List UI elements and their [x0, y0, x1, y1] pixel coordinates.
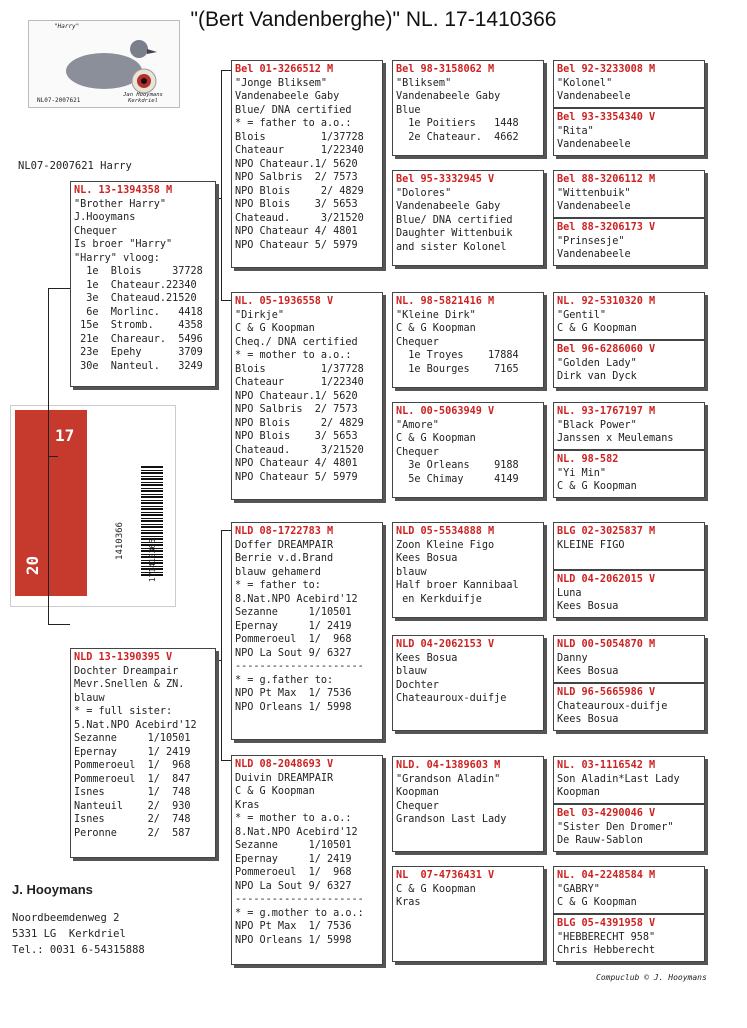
pedigree-line: 5.Nat.NPO Acebird'12: [74, 719, 197, 731]
ring-number: NL. 93-1767197 M: [557, 406, 656, 417]
pigeon-logo: [28, 20, 180, 108]
pedigree-line: Vandenabeele Gaby: [396, 91, 501, 102]
pedigree-line: "Dirkje": [235, 309, 285, 321]
ring-number: NL. 04-2248584 M: [557, 870, 656, 881]
pedigree-line: C & G Koopman: [557, 323, 637, 334]
ring-number: BLG 05-4391958 V: [557, 918, 656, 929]
pedigree-line: Blue: [396, 104, 421, 116]
pedigree-line: "Amore": [396, 419, 439, 431]
great-grandparent-box: [392, 522, 544, 618]
pedigree-line: * = g.mother to a.o.:: [235, 907, 364, 919]
pedigree-line: Danny: [557, 652, 588, 664]
pedigree-line: 21e Chareaur. 5496: [74, 333, 203, 345]
pedigree-line: Vandenabeele Gaby: [396, 201, 501, 212]
pedigree-line: NPO Blois 2/ 4829: [235, 185, 364, 197]
pedigree-line: Isnes 2/ 748: [74, 814, 191, 825]
pedigree-line: Chateauroux-duifje: [557, 700, 668, 712]
pedigree-line: "HEBBERECHT 958": [557, 931, 656, 943]
pedigree-line: Kras: [396, 897, 421, 908]
pedigree-line: 23e Epehy 3709: [74, 347, 203, 358]
pedigree-line: KLEINE FIGO: [557, 539, 625, 551]
grandparent-box: [231, 60, 383, 268]
ring-number: Bel 93-3354340 V: [557, 112, 656, 123]
pedigree-line: blauw: [396, 666, 427, 677]
pedigree-line: "Jonge Bliksem": [235, 77, 328, 89]
pedigree-line: ---------------------: [235, 894, 364, 905]
pedigree-line: Daughter Wittenbuik: [396, 228, 513, 239]
pedigree-line: Vandenabeele Gaby: [235, 91, 340, 102]
ring-number: Bel 96-6286060 V: [557, 344, 656, 355]
ring-number: Bel 03-4290046 V: [557, 808, 656, 819]
pedigree-line: NPO Salbris 2/ 7573: [235, 172, 358, 183]
pedigree-line: "Rita": [557, 125, 594, 137]
pedigree-line: Son Aladin*Last Lady: [557, 773, 680, 785]
grandparent-box: [231, 755, 383, 965]
pedigree-line: C & G Koopman: [235, 786, 315, 797]
pedigree-line: Pommeroeul 1/ 968: [235, 867, 352, 878]
pedigree-line: NPO Salbris 2/ 7573: [235, 404, 358, 415]
great-grandparent-box: [392, 170, 544, 266]
owner-tel: Tel.: 0031 6-54315888: [12, 944, 145, 956]
ancestor-box: [553, 170, 705, 218]
ring-number: NLD 08-2048693 V: [235, 759, 334, 770]
pedigree-line: NPO Blois 3/ 5653: [235, 431, 358, 442]
pedigree-line: * = father to a.o.:: [235, 118, 352, 129]
pedigree-line: 6e Morlinc. 4418: [74, 306, 203, 318]
ring-number: NLD 04-2062015 V: [557, 574, 656, 585]
pedigree-line: NPO Blois 2/ 4829: [235, 417, 364, 429]
pedigree-line: 15e Stromb. 4358: [74, 320, 203, 331]
pedigree-line: Chequer: [396, 800, 439, 812]
pedigree-line: "Black Power": [557, 419, 637, 431]
ring-number: NL. 98-582: [557, 454, 619, 465]
pedigree-line: Epernay 1/ 2419: [74, 746, 191, 758]
ring-number: NLD. 04-1389603 M: [396, 760, 501, 771]
pedigree-line: C & G Koopman: [396, 323, 476, 334]
pedigree-line: 3e Orleans 9188: [396, 460, 519, 471]
pedigree-line: "Kleine Dirk": [396, 309, 476, 321]
pedigree-line: Kees Bosua: [557, 714, 619, 725]
ring-year-a: 20: [23, 555, 43, 576]
pedigree-line: Chateaud. 3/21520: [235, 444, 364, 456]
pedigree-line: * = full sister:: [74, 706, 173, 717]
pedigree-line: 3e Chateaud.21520: [74, 293, 197, 304]
sire-dam-box: [70, 181, 216, 387]
pedigree-line: blauw: [74, 692, 105, 704]
ring-number: Bel 92-3233008 M: [557, 64, 656, 75]
sire-dam-box: [70, 648, 216, 858]
pedigree-line: 5e Chimay 4149: [396, 473, 519, 485]
ancestor-box: [553, 292, 705, 340]
pedigree-line: Koopman: [396, 787, 439, 798]
pedigree-line: Chateaur 1/22340: [235, 145, 364, 156]
pedigree-line: C & G Koopman: [396, 883, 476, 895]
pedigree-line: Cheq./ DNA certified: [235, 336, 358, 348]
pedigree-line: * = mother to a.o.:: [235, 813, 352, 824]
pedigree-line: C & G Koopman: [557, 481, 637, 492]
pedigree-line: Dirk van Dyck: [557, 371, 637, 382]
ring-number: NLD 00-5054870 M: [557, 639, 656, 650]
ring-number: 1410366: [114, 522, 125, 560]
owner-name: J. Hooymans: [12, 882, 93, 897]
pedigree-line: Kees Bosua: [557, 601, 619, 612]
pedigree-line: NPO Blois 3/ 5653: [235, 199, 358, 210]
page-title: "(Bert Vandenberghe)" NL. 17-1410366: [190, 8, 557, 31]
great-grandparent-box: [392, 292, 544, 388]
ring-number: NL. 92-5310320 M: [557, 296, 656, 307]
pedigree-line: Dochter: [396, 679, 439, 691]
pedigree-line: Kees Bosua: [396, 652, 458, 664]
pedigree-line: Blue/ DNA certified: [396, 214, 513, 226]
ring-number: NL. 00-5063949 V: [396, 406, 495, 417]
ring-number: NL. 13-1394358 M: [74, 185, 173, 196]
pedigree-line: Kees Bosua: [557, 666, 619, 677]
great-grandparent-box: [392, 866, 544, 962]
pedigree-line: en Kerkduifje: [396, 593, 482, 605]
pedigree-line: Pommeroeul 1/ 847: [74, 773, 191, 785]
pedigree-line: Dochter Dreampair: [74, 665, 179, 677]
pedigree-line: 8.Nat.NPO Acebird'12: [235, 826, 358, 838]
ancestor-box: [553, 522, 705, 570]
pedigree-line: Sezanne 1/10501: [74, 733, 191, 744]
pedigree-line: NPO Chateaur.1/ 5620: [235, 158, 358, 170]
grandparent-box: [231, 522, 383, 740]
pedigree-line: NPO La Sout 9/ 6327: [235, 880, 352, 892]
pedigree-line: Chateaur 1/22340: [235, 377, 364, 388]
pedigree-line: Chris Hebberecht: [557, 945, 656, 956]
pedigree-line: "GABRY": [557, 883, 600, 895]
logo-ring: NL07-2007621: [37, 97, 81, 104]
pedigree-line: Is broer "Harry": [74, 239, 173, 250]
pedigree-line: De Rauw-Sablon: [557, 835, 643, 846]
pedigree-line: Vandenabeele: [557, 201, 631, 212]
ring-number: NL. 98-5821416 M: [396, 296, 495, 307]
pedigree-line: ---------------------: [235, 661, 364, 672]
logo-name: "Harry": [54, 23, 80, 30]
pedigree-line: Mevr.Snellen & ZN.: [74, 679, 185, 690]
pedigree-line: Sezanne 1/10501: [235, 607, 352, 618]
pedigree-line: 1e Chateaur.22340: [74, 279, 197, 291]
barcode-number: 171410366: [148, 538, 158, 583]
pedigree-line: Blue/ DNA certified: [235, 104, 352, 116]
subject-label: NL07-2007621 Harry: [18, 160, 132, 172]
pedigree-line: Kees Bosua: [396, 553, 458, 564]
pedigree-line: NPO Orleans 1/ 5998: [235, 934, 352, 946]
ring-number: NLD 05-5534888 M: [396, 526, 495, 537]
great-grandparent-box: [392, 60, 544, 156]
ancestor-box: [553, 635, 705, 683]
pedigree-line: Pommeroeul 1/ 968: [74, 760, 191, 771]
pedigree-line: Isnes 1/ 748: [74, 787, 191, 798]
pedigree-line: Chequer: [74, 225, 117, 237]
pedigree-line: NPO Chateaur.1/ 5620: [235, 390, 358, 402]
pedigree-line: Chateauroux-duifje: [396, 693, 507, 704]
ancestor-box: [553, 218, 705, 266]
ring-number: NLD 08-1722783 M: [235, 526, 334, 537]
pedigree-line: "Brother Harry": [74, 198, 167, 210]
pedigree-line: Vandenabeele: [557, 249, 631, 260]
pedigree-line: Chequer: [396, 446, 439, 458]
ancestor-box: [553, 570, 705, 618]
pedigree-line: Luna: [557, 587, 582, 599]
pedigree-line: Chequer: [396, 336, 439, 348]
ancestor-box: [553, 340, 705, 388]
ring-number: Bel 88-3206112 M: [557, 174, 656, 185]
pedigree-line: "Yi Min": [557, 467, 607, 479]
pedigree-line: Peronne 2/ 587: [74, 827, 191, 839]
pedigree-line: NPO Chateaur 4/ 4801: [235, 226, 358, 237]
ancestor-box: [553, 450, 705, 498]
ancestor-box: [553, 683, 705, 731]
ring-number: Bel 01-3266512 M: [235, 64, 334, 75]
grandparent-box: [231, 292, 383, 500]
pedigree-line: Epernay 1/ 2419: [235, 853, 352, 865]
pedigree-line: Chateaud. 3/21520: [235, 212, 364, 224]
pedigree-line: "Harry" vloog:: [74, 252, 160, 264]
pedigree-line: C & G Koopman: [557, 897, 637, 908]
logo-owner: Jan Hooymans Kerkdriel: [123, 92, 163, 104]
pedigree-line: NPO Orleans 1/ 5998: [235, 701, 352, 713]
pedigree-line: 1e Bourges 7165: [396, 363, 519, 375]
ancestor-box: [553, 60, 705, 108]
great-grandparent-box: [392, 635, 544, 731]
pedigree-line: "Golden Lady": [557, 357, 637, 369]
pedigree-line: "Wittenbuik": [557, 187, 631, 199]
pedigree-line: NPO La Sout 9/ 6327: [235, 647, 352, 659]
pedigree-line: * = father to:: [235, 580, 321, 591]
footer-credit: Compuclub © J. Hooymans: [596, 973, 707, 982]
ancestor-box: [553, 804, 705, 852]
pedigree-line: "Bliksem": [396, 77, 452, 89]
pedigree-line: NPO Chateaur 5/ 5979: [235, 471, 358, 483]
pedigree-line: Nanteuil 2/ 930: [74, 800, 191, 812]
pedigree-line: Duivin DREAMPAIR: [235, 772, 334, 784]
ring-number: Bel 95-3332945 V: [396, 174, 495, 185]
pedigree-line: Janssen x Meulemans: [557, 433, 674, 444]
pedigree-line: and sister Kolonel: [396, 241, 507, 253]
pedigree-line: "Dolores": [396, 187, 452, 199]
pedigree-line: "Prinsesje": [557, 235, 625, 247]
pedigree-line: J.Hooymans: [74, 212, 136, 223]
pedigree-line: C & G Koopman: [396, 433, 476, 444]
great-grandparent-box: [392, 756, 544, 852]
pedigree-line: blauw gehamerd: [235, 566, 321, 578]
pedigree-line: "Gentil": [557, 309, 607, 321]
ring-year-b: 17: [55, 426, 75, 445]
pedigree-line: Kras: [235, 799, 260, 811]
pedigree-line: Pommeroeul 1/ 968: [235, 634, 352, 645]
pedigree-line: Doffer DREAMPAIR: [235, 539, 334, 551]
ancestor-box: [553, 756, 705, 804]
pedigree-line: 2e Chateaur. 4662: [396, 131, 519, 143]
pedigree-line: 1e Blois 37728: [74, 266, 203, 277]
pedigree-line: Vandenabeele: [557, 91, 631, 102]
ring-card: [10, 405, 176, 607]
pedigree-line: Blois 1/37728: [235, 363, 364, 375]
ring-title: EIGENDOMSBEWIJS v/d RING: [76, 465, 86, 596]
pedigree-line: NPO Pt Max 1/ 7536: [235, 921, 352, 932]
pedigree-line: "Sister Den Dromer": [557, 821, 674, 833]
owner-city: 5331 LG Kerkdriel: [12, 928, 126, 940]
ring-number: Bel 98-3158062 M: [396, 64, 495, 75]
ring-number: NL 07-4736431 V: [396, 870, 495, 881]
pedigree-line: Sezanne 1/10501: [235, 840, 352, 851]
ring-number: BLG 02-3025837 M: [557, 526, 656, 537]
pedigree-line: NPO Chateaur 5/ 5979: [235, 239, 358, 251]
ring-number: NL. 05-1936558 V: [235, 296, 334, 307]
pedigree-line: Zoon Kleine Figo: [396, 539, 495, 551]
pedigree-line: Koopman: [557, 787, 600, 798]
pedigree-line: "Grandson Aladin": [396, 773, 501, 785]
pedigree-line: Epernay 1/ 2419: [235, 620, 352, 632]
pedigree-line: NPO Chateaur 4/ 4801: [235, 458, 358, 469]
ring-number: NLD 96-5665986 V: [557, 687, 656, 698]
pedigree-line: * = g.father to:: [235, 674, 334, 686]
pedigree-line: NPO Pt Max 1/ 7536: [235, 688, 352, 699]
ancestor-box: [553, 108, 705, 156]
pedigree-line: Berrie v.d.Brand: [235, 553, 334, 564]
owner-address: Noordbeemdenweg 2: [12, 912, 120, 924]
ring-number: NLD 04-2062153 V: [396, 639, 495, 650]
great-grandparent-box: [392, 402, 544, 498]
ancestor-box: [553, 914, 705, 962]
ring-number: NLD 13-1390395 V: [74, 652, 173, 663]
pedigree-line: Grandson Last Lady: [396, 814, 507, 825]
ancestor-box: [553, 866, 705, 914]
pedigree-line: "Kolonel": [557, 77, 613, 89]
pedigree-line: 1e Poitiers 1448: [396, 118, 519, 129]
ring-number: NL. 03-1116542 M: [557, 760, 656, 771]
pedigree-line: blauw: [396, 566, 427, 578]
pedigree-line: 1e Troyes 17884: [396, 350, 519, 361]
pedigree-line: C & G Koopman: [235, 323, 315, 334]
ring-number: Bel 88-3206173 V: [557, 222, 656, 233]
pedigree-line: 30e Nanteul. 3249: [74, 360, 203, 372]
ancestor-box: [553, 402, 705, 450]
pedigree-line: * = mother to a.o.:: [235, 350, 352, 361]
pedigree-line: Half broer Kannibaal: [396, 580, 519, 591]
pedigree-line: Vandenabeele: [557, 139, 631, 150]
pedigree-line: 8.Nat.NPO Acebird'12: [235, 593, 358, 605]
pedigree-line: Blois 1/37728: [235, 131, 364, 143]
